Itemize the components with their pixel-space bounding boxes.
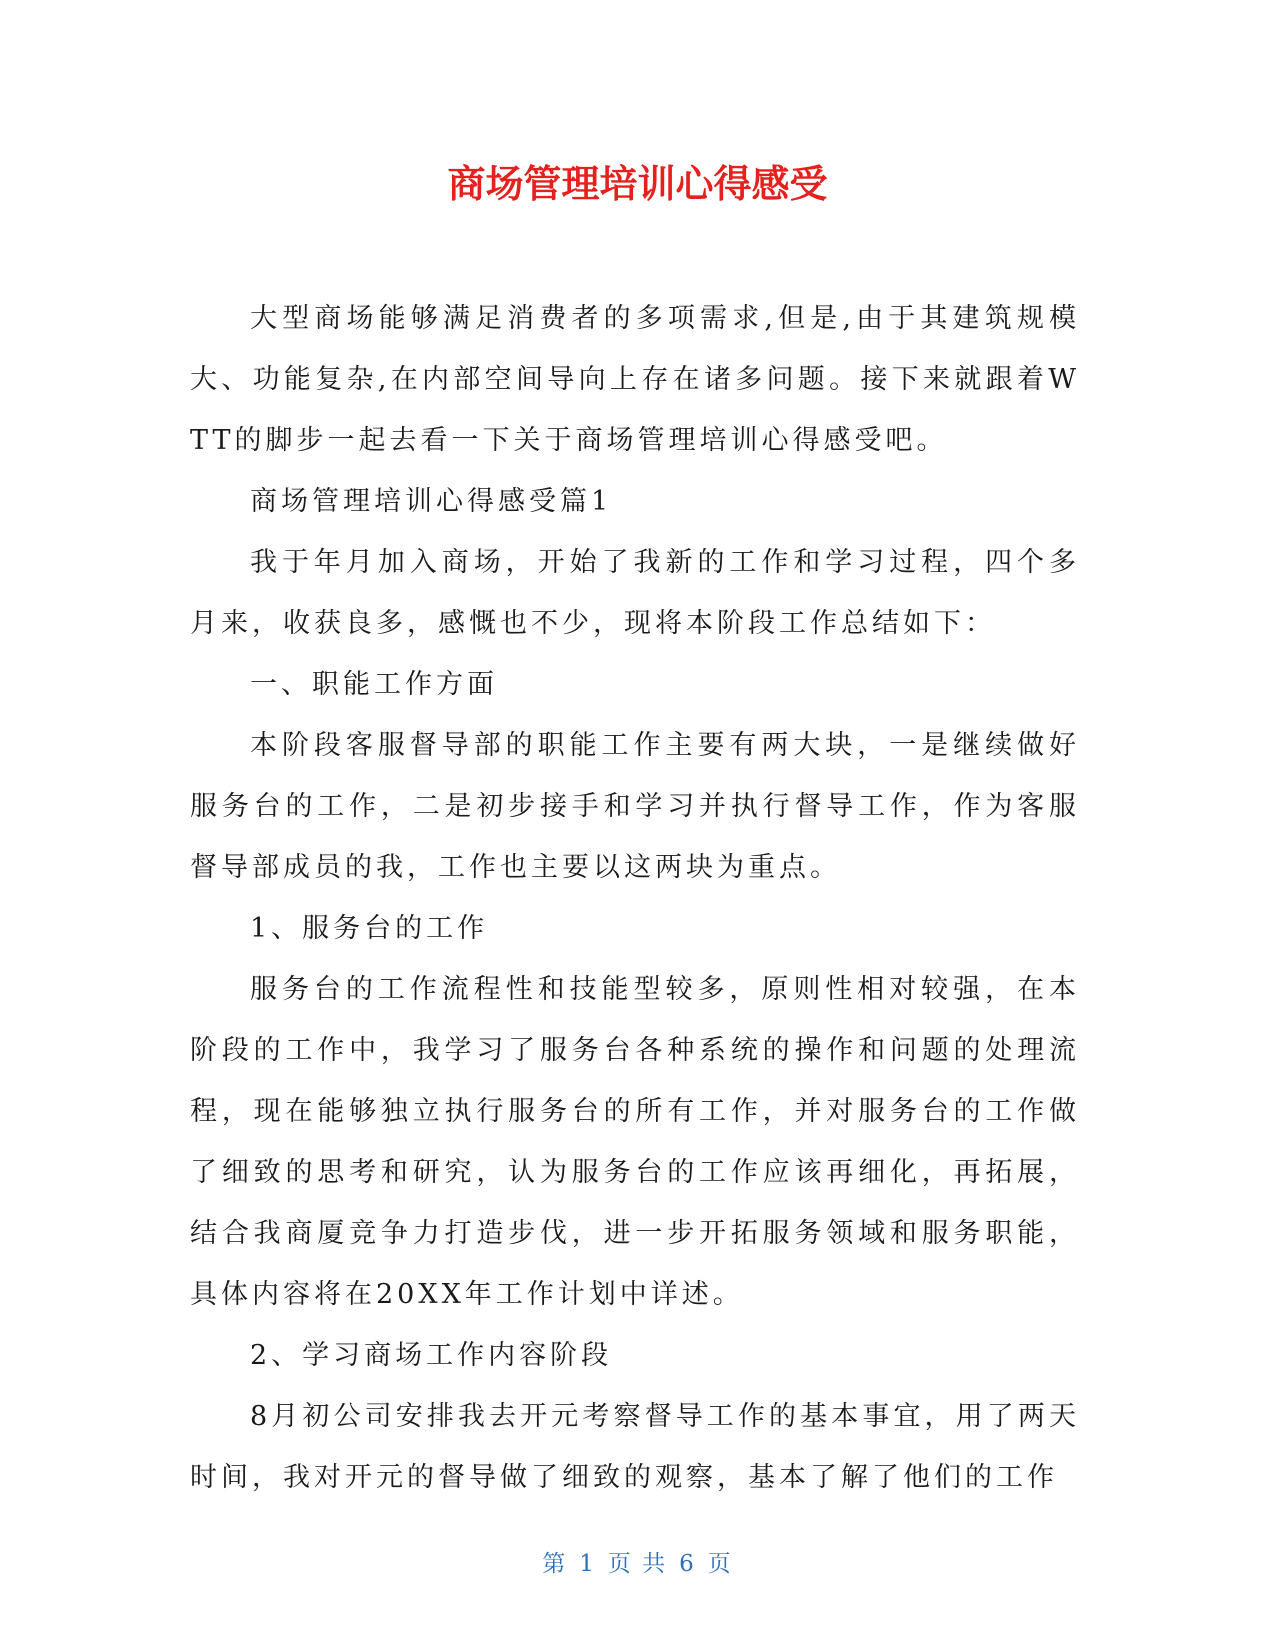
page-label-suffix: 页 (707, 1551, 733, 1577)
current-page-number: 1 (579, 1551, 596, 1577)
paragraph-heading: 2、学习商场工作内容阶段 (250, 1340, 613, 1371)
paragraph: 本阶段客服督导部的职能工作主要有两大块，一是继续做好服务台的工作，二是初步接手和学习并执行督导工作，作为客服督导部成员的我，工作也主要以这两块为重点。 (190, 730, 1080, 883)
paragraph-intro: 大型商场能够满足消费者的多项需求,但是,由于其建筑规模大、功能复杂,在内部空间导向上存在诸多问题。接下来就跟着WTT的脚步一起去看一下关于商场管理培训心得感受吧。 (190, 303, 1080, 456)
page-label-mid: 页 共 (607, 1551, 668, 1577)
paragraph: 我于年月加入商场，开始了我新的工作和学习过程，四个多月来，收获良多，感慨也不少，现将本阶段工作总结如下： (190, 547, 1080, 639)
document-title: 商场管理培训心得感受 (447, 162, 828, 206)
document-body (190, 288, 1080, 1508)
paragraph-heading: 一、职能工作方面 (250, 669, 498, 700)
total-pages-number: 6 (679, 1551, 696, 1577)
paragraph-heading: 1、服务台的工作 (250, 913, 489, 944)
paragraph-section-heading: 商场管理培训心得感受篇1 (250, 486, 613, 517)
page-number-footer (0, 1545, 1275, 1578)
page-label-prefix: 第 (542, 1551, 568, 1577)
paragraph: 服务台的工作流程性和技能型较多，原则性相对较强，在本阶段的工作中，我学习了服务台各种系统的操作和问题的处理流程，现在能够独立执行服务台的所有工作，并对服务台的工作做了细致的思考和研究，认为服务台的工作应该再细化，再拓展，结合我商厦竞争力打造步伐，进一步开拓服务领域和服务职能，具体内容将在20XX年工作计划中详述。 (190, 974, 1080, 1310)
paragraph: 8月初公司安排我去开元考察督导工作的基本事宜，用了两天时间，我对开元的督导做了细致的观察，基本了解了他们的工作 (190, 1401, 1080, 1493)
